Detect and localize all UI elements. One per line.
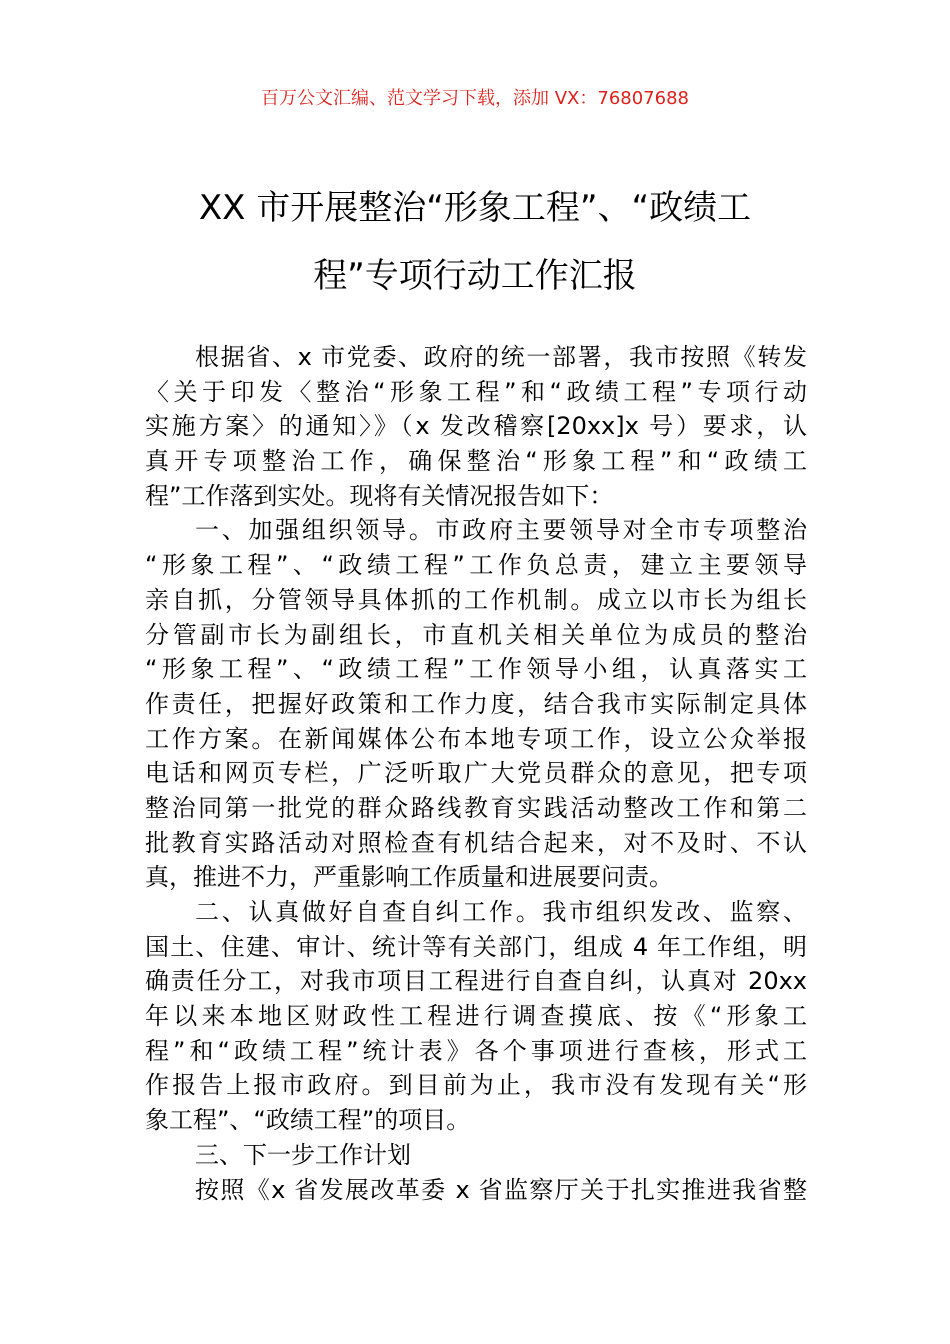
body-text-line: 一、加强组织领导。市政府主要领导对全市专项整治 bbox=[195, 516, 807, 545]
body-text-line: “形象工程”、“政绩工程”工作领导小组，认真落实工 bbox=[145, 655, 807, 684]
body-text-line: 亲自抓，分管领导具体抓的工作机制。成立以市长为组长 bbox=[145, 585, 807, 614]
body-text-line: 作报告上报市政府。到目前为止，我市没有发现有关“形 bbox=[145, 1071, 807, 1100]
body-text-line: 〈关于印发〈整治“形象工程”和“政绩工程”专项行动 bbox=[145, 377, 807, 406]
body-text-line: 真开专项整治工作，确保整治“形象工程”和“政绩工 bbox=[145, 447, 807, 476]
body-text-line: 真，推进不力，严重影响工作质量和进展要问责。 bbox=[145, 863, 673, 892]
body-text-line: 整治同第一批党的群众路线教育实践活动整改工作和第二 bbox=[145, 793, 807, 822]
watermark-header: 百万公文汇编、范文学习下载，添加 VX：76807688 bbox=[261, 88, 689, 109]
body-text-line: “形象工程”、“政绩工程”工作负总责，建立主要领导 bbox=[145, 551, 807, 580]
body-text-line: 作责任，把握好政策和工作力度，结合我市实际制定具体 bbox=[145, 689, 807, 718]
body-text-line: 象工程”、“政绩工程”的项目。 bbox=[145, 1106, 471, 1135]
body-text-line: 按照《x 省发展改革委 x 省监察厅关于扎实推进我省整 bbox=[195, 1175, 807, 1204]
body-text-line: 国土、住建、审计、统计等有关部门，组成 4 年工作组，明 bbox=[145, 932, 807, 961]
body-text-line: 分管副市长为副组长，市直机关相关单位为成员的整治 bbox=[145, 620, 807, 649]
body-text-line: 工作方案。在新闻媒体公布本地专项工作，设立公众举报 bbox=[145, 724, 807, 753]
body-text-line: 二、认真做好自查自纠工作。我市组织发改、监察、 bbox=[195, 898, 807, 926]
body-text-line: 根据省、x 市党委、政府的统一部署，我市按照《转发 bbox=[195, 343, 807, 371]
body-text-line: 确责任分工，对我市项目工程进行自查自纠，认真对 20xx bbox=[145, 967, 807, 996]
body-text-line: 批教育实路活动对照检查有机结合起来，对不及时、不认 bbox=[145, 828, 807, 857]
document-title-line-2: 程”专项行动工作汇报 bbox=[313, 256, 637, 296]
body-text-line: 年以来本地区财政性工程进行调查摸底、按《“形象工 bbox=[145, 1002, 807, 1031]
body-text-line: 程”工作落到实处。现将有关情况报告如下： bbox=[145, 481, 614, 510]
body-text-line: 电话和网页专栏，广泛听取广大党员群众的意见，把专项 bbox=[145, 759, 807, 788]
body-text-line: 程”和“政绩工程”统计表》各个事项进行查核，形式工 bbox=[145, 1036, 807, 1065]
document-title-line-1: XX 市开展整治“形象工程”、“政绩工 bbox=[198, 188, 752, 228]
body-text-line: 三、下一步工作计划 bbox=[195, 1140, 411, 1169]
body-text-line: 实施方案〉的通知〉》（x 发改稽察[20xx]x 号）要求，认 bbox=[145, 412, 807, 441]
document-body bbox=[145, 340, 807, 1207]
